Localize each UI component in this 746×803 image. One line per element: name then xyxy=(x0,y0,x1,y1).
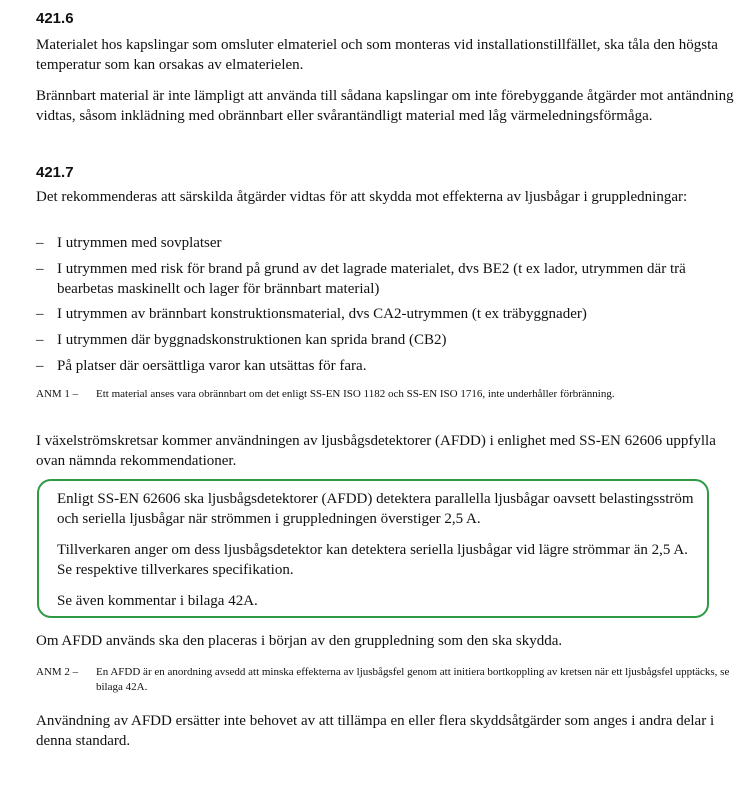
paragraph-arc-recommendation: Det rekommenderas att särskilda åtgärder vidtas för att skydda mot effekterna av ljusbågar i gruppledningar: xyxy=(36,189,688,205)
commentary-callout-box xyxy=(37,479,709,618)
bullet-text: I utrymmen med risk för brand på grund av det lagrade materialet, dvs BE2 (t ex lador, utrymmen där trä bearbetas maskinellt och lager för brännbart material) xyxy=(57,261,686,297)
bullet-text: På platser där oersättliga varor kan utsättas för fara. xyxy=(57,358,367,374)
bullet-dash: – xyxy=(36,358,44,374)
bullet-dash: – xyxy=(36,332,44,348)
note-anm-2 xyxy=(36,665,736,695)
bullet-item xyxy=(36,233,736,253)
paragraph-enclosure-temperature: Materialet hos kapslingar som omsluter elmateriel och som monteras vid installationstillfället, ska tåla den högsta temperatur som kan orsakas av elmaterielen. xyxy=(36,37,718,73)
paragraph-afdd-usage: I växelströmskretsar kommer användningen av ljusbågsdetektorer (AFDD) i enlighet med SS-EN 62606 uppfylla ovan nämnda rekommendationer. xyxy=(36,433,716,469)
note-anm-1 xyxy=(36,387,736,402)
note-label: ANM 2 – xyxy=(36,666,79,678)
paragraph-combustible-material: Brännbart material är inte lämpligt att använda till sådana kapslingar om inte förebyggande åtgärder mot antändning vidtas, såsom inklädning med obrännbart eller svårantändligt material med låg värmeledningsförmåga. xyxy=(36,88,734,124)
note-label: ANM 1 – xyxy=(36,388,79,400)
callout-paragraph: Enligt SS-EN 62606 ska ljusbågsdetektorer (AFDD) detektera parallella ljusbågar oavsett belastingsström och seriella ljusbågar när strömmen i gruppledningen överstiger 2,5 A. xyxy=(57,491,694,527)
paragraph-afdd-placement: Om AFDD används ska den placeras i början av den gruppledning som den ska skydda. xyxy=(36,633,563,649)
bullet-item xyxy=(36,304,736,324)
paragraph-afdd-not-replacement: Användning av AFDD ersätter inte behovet av att tillämpa en eller flera skyddsåtgärder som anges i andra delar i denna standard. xyxy=(36,713,715,749)
bullet-dash: – xyxy=(36,261,44,277)
bullet-item xyxy=(36,259,736,299)
bullet-text: I utrymmen där byggnadskonstruktionen kan sprida brand (CB2) xyxy=(57,332,447,348)
callout-paragraph: Se även kommentar i bilaga 42A. xyxy=(57,593,258,609)
callout-paragraph: Tillverkaren anger om dess ljusbågsdetektor kan detektera seriella ljusbågar vid lägre strömmar än 2,5 A. Se respektive tillverkares specifikation. xyxy=(57,542,688,578)
bullet-dash: – xyxy=(36,235,44,251)
note-text: Ett material anses vara obrännbart om det enligt SS-EN ISO 1182 och SS-EN ISO 1716, inte underhåller förbränning. xyxy=(96,388,615,400)
section-heading-421-7: 421.7 xyxy=(36,164,74,181)
bullet-item xyxy=(36,356,736,376)
bullet-item xyxy=(36,330,736,350)
note-text: En AFDD är en anordning avsedd att minska effekterna av ljusbågsfel genom att initiera bortkoppling av kretsen när ett ljusbågsfel upptäcks, se bilaga 42A. xyxy=(96,666,730,693)
section-heading-421-6: 421.6 xyxy=(36,10,74,27)
bullet-dash: – xyxy=(36,306,44,322)
bullet-text: I utrymmen med sovplatser xyxy=(57,235,222,251)
bullet-text: I utrymmen av brännbart konstruktionsmaterial, dvs CA2-utrymmen (t ex träbyggnader) xyxy=(57,306,587,322)
